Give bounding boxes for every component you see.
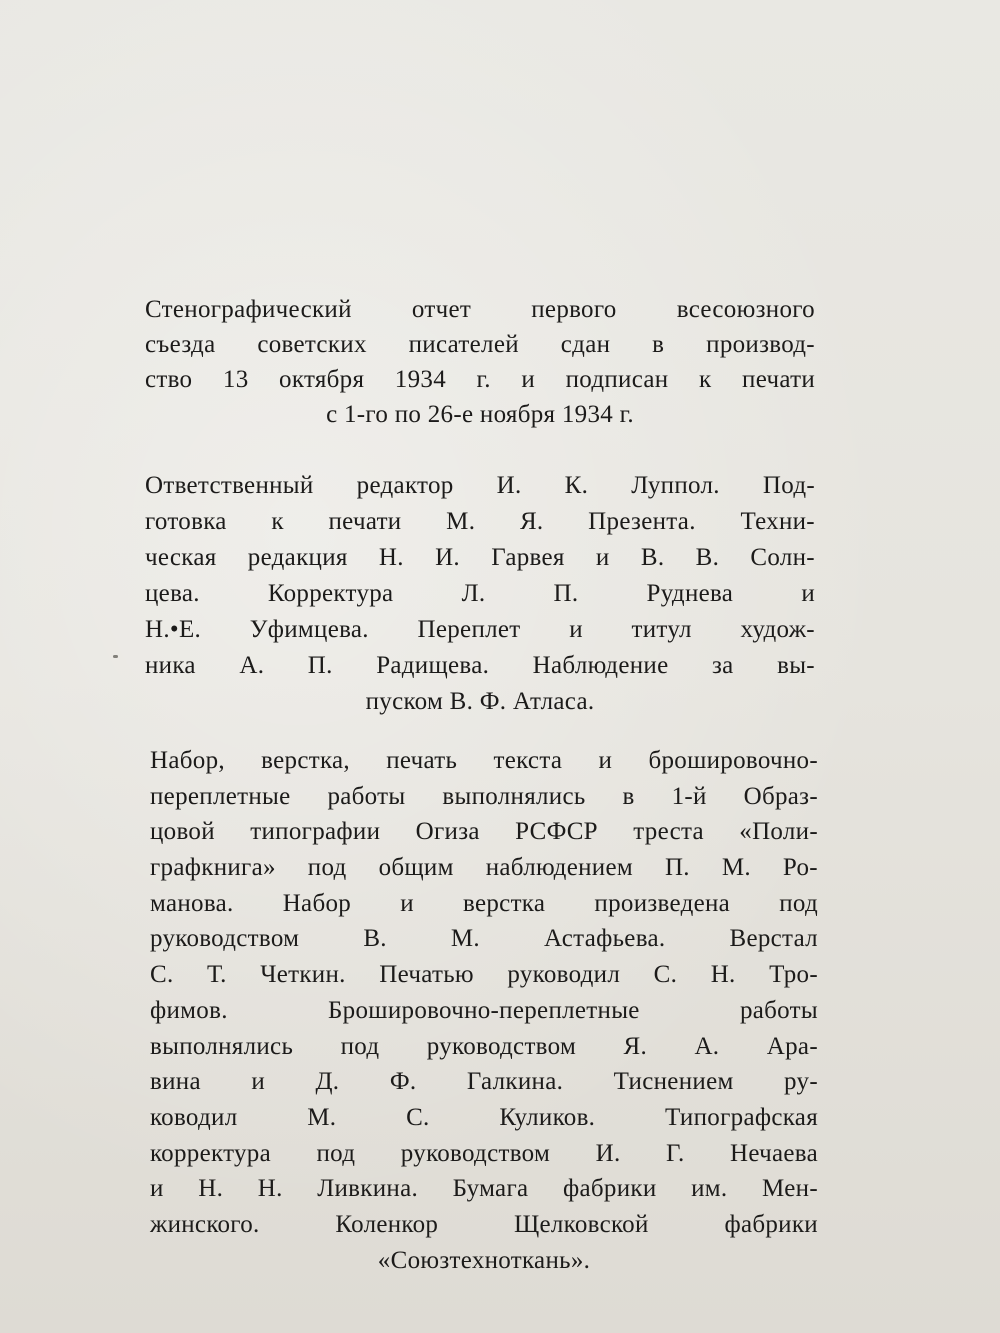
- text-line: Набор, верстка, печать текста и брошировочно-: [150, 747, 818, 774]
- text-line: и Н. Н. Ливкина. Бумага фабрики им. Мен-: [150, 1175, 818, 1203]
- text-line: цовой типографии Огиза РСФСР треста «Поли-: [150, 818, 818, 846]
- text-line: руководством В. М. Астафьева. Верстал: [150, 925, 818, 953]
- text-line: Н.•Е. Уфимцева. Переплет и титул худож-: [145, 616, 815, 643]
- text-line: фимов. Брошировочно-переплетные работы: [150, 996, 818, 1024]
- text-line: Стенографический отчет первого всесоюзного: [145, 296, 815, 323]
- text-line: переплетные работы выполнялись в 1-й Образ-: [150, 782, 818, 810]
- text-line: ника А. П. Радищева. Наблюдение за вы-: [145, 652, 815, 679]
- text-line: ство 13 октября 1934 г. и подписан к печати: [145, 366, 815, 393]
- text-line: ководил М. С. Куликов. Типографская: [150, 1103, 818, 1131]
- text-line: с 1-го по 26-е ноября 1934 г.: [326, 401, 634, 428]
- staff-paragraph: [145, 468, 815, 720]
- text-line: жинского. Коленкор Щелковской фабрики: [150, 1210, 818, 1238]
- printing-paragraph: [150, 743, 818, 1278]
- text-line: готовка к печати М. Я. Презента. Техни-: [145, 508, 815, 535]
- text-line: «Союзтехноткань».: [377, 1246, 591, 1274]
- text-line: выполнялись под руководством Я. А. Ара-: [150, 1032, 818, 1060]
- text-line: манова. Набор и верстка произведена под: [150, 889, 818, 917]
- imprint-paragraph: [145, 292, 815, 432]
- text-line: Ответственный редактор И. К. Луппол. Под-: [145, 472, 815, 499]
- text-line: корректура под руководством И. Г. Нечаева: [150, 1139, 818, 1167]
- text-line: пуском В. Ф. Атласа.: [365, 688, 595, 715]
- text-line: С. Т. Четкин. Печатью руководил С. Н. Тро-: [150, 961, 818, 989]
- text-line: съезда советских писателей сдан в производ-: [145, 331, 815, 358]
- text-line: ческая редакция Н. И. Гарвея и В. В. Солн-: [145, 544, 815, 571]
- text-line: цева. Корректура Л. П. Руднева и: [145, 580, 815, 607]
- text-line: вина и Д. Ф. Галкина. Тиснением ру-: [150, 1068, 818, 1096]
- paper-speck: [113, 655, 118, 658]
- text-line: графкнига» под общим наблюдением П. М. Ро-: [150, 854, 818, 882]
